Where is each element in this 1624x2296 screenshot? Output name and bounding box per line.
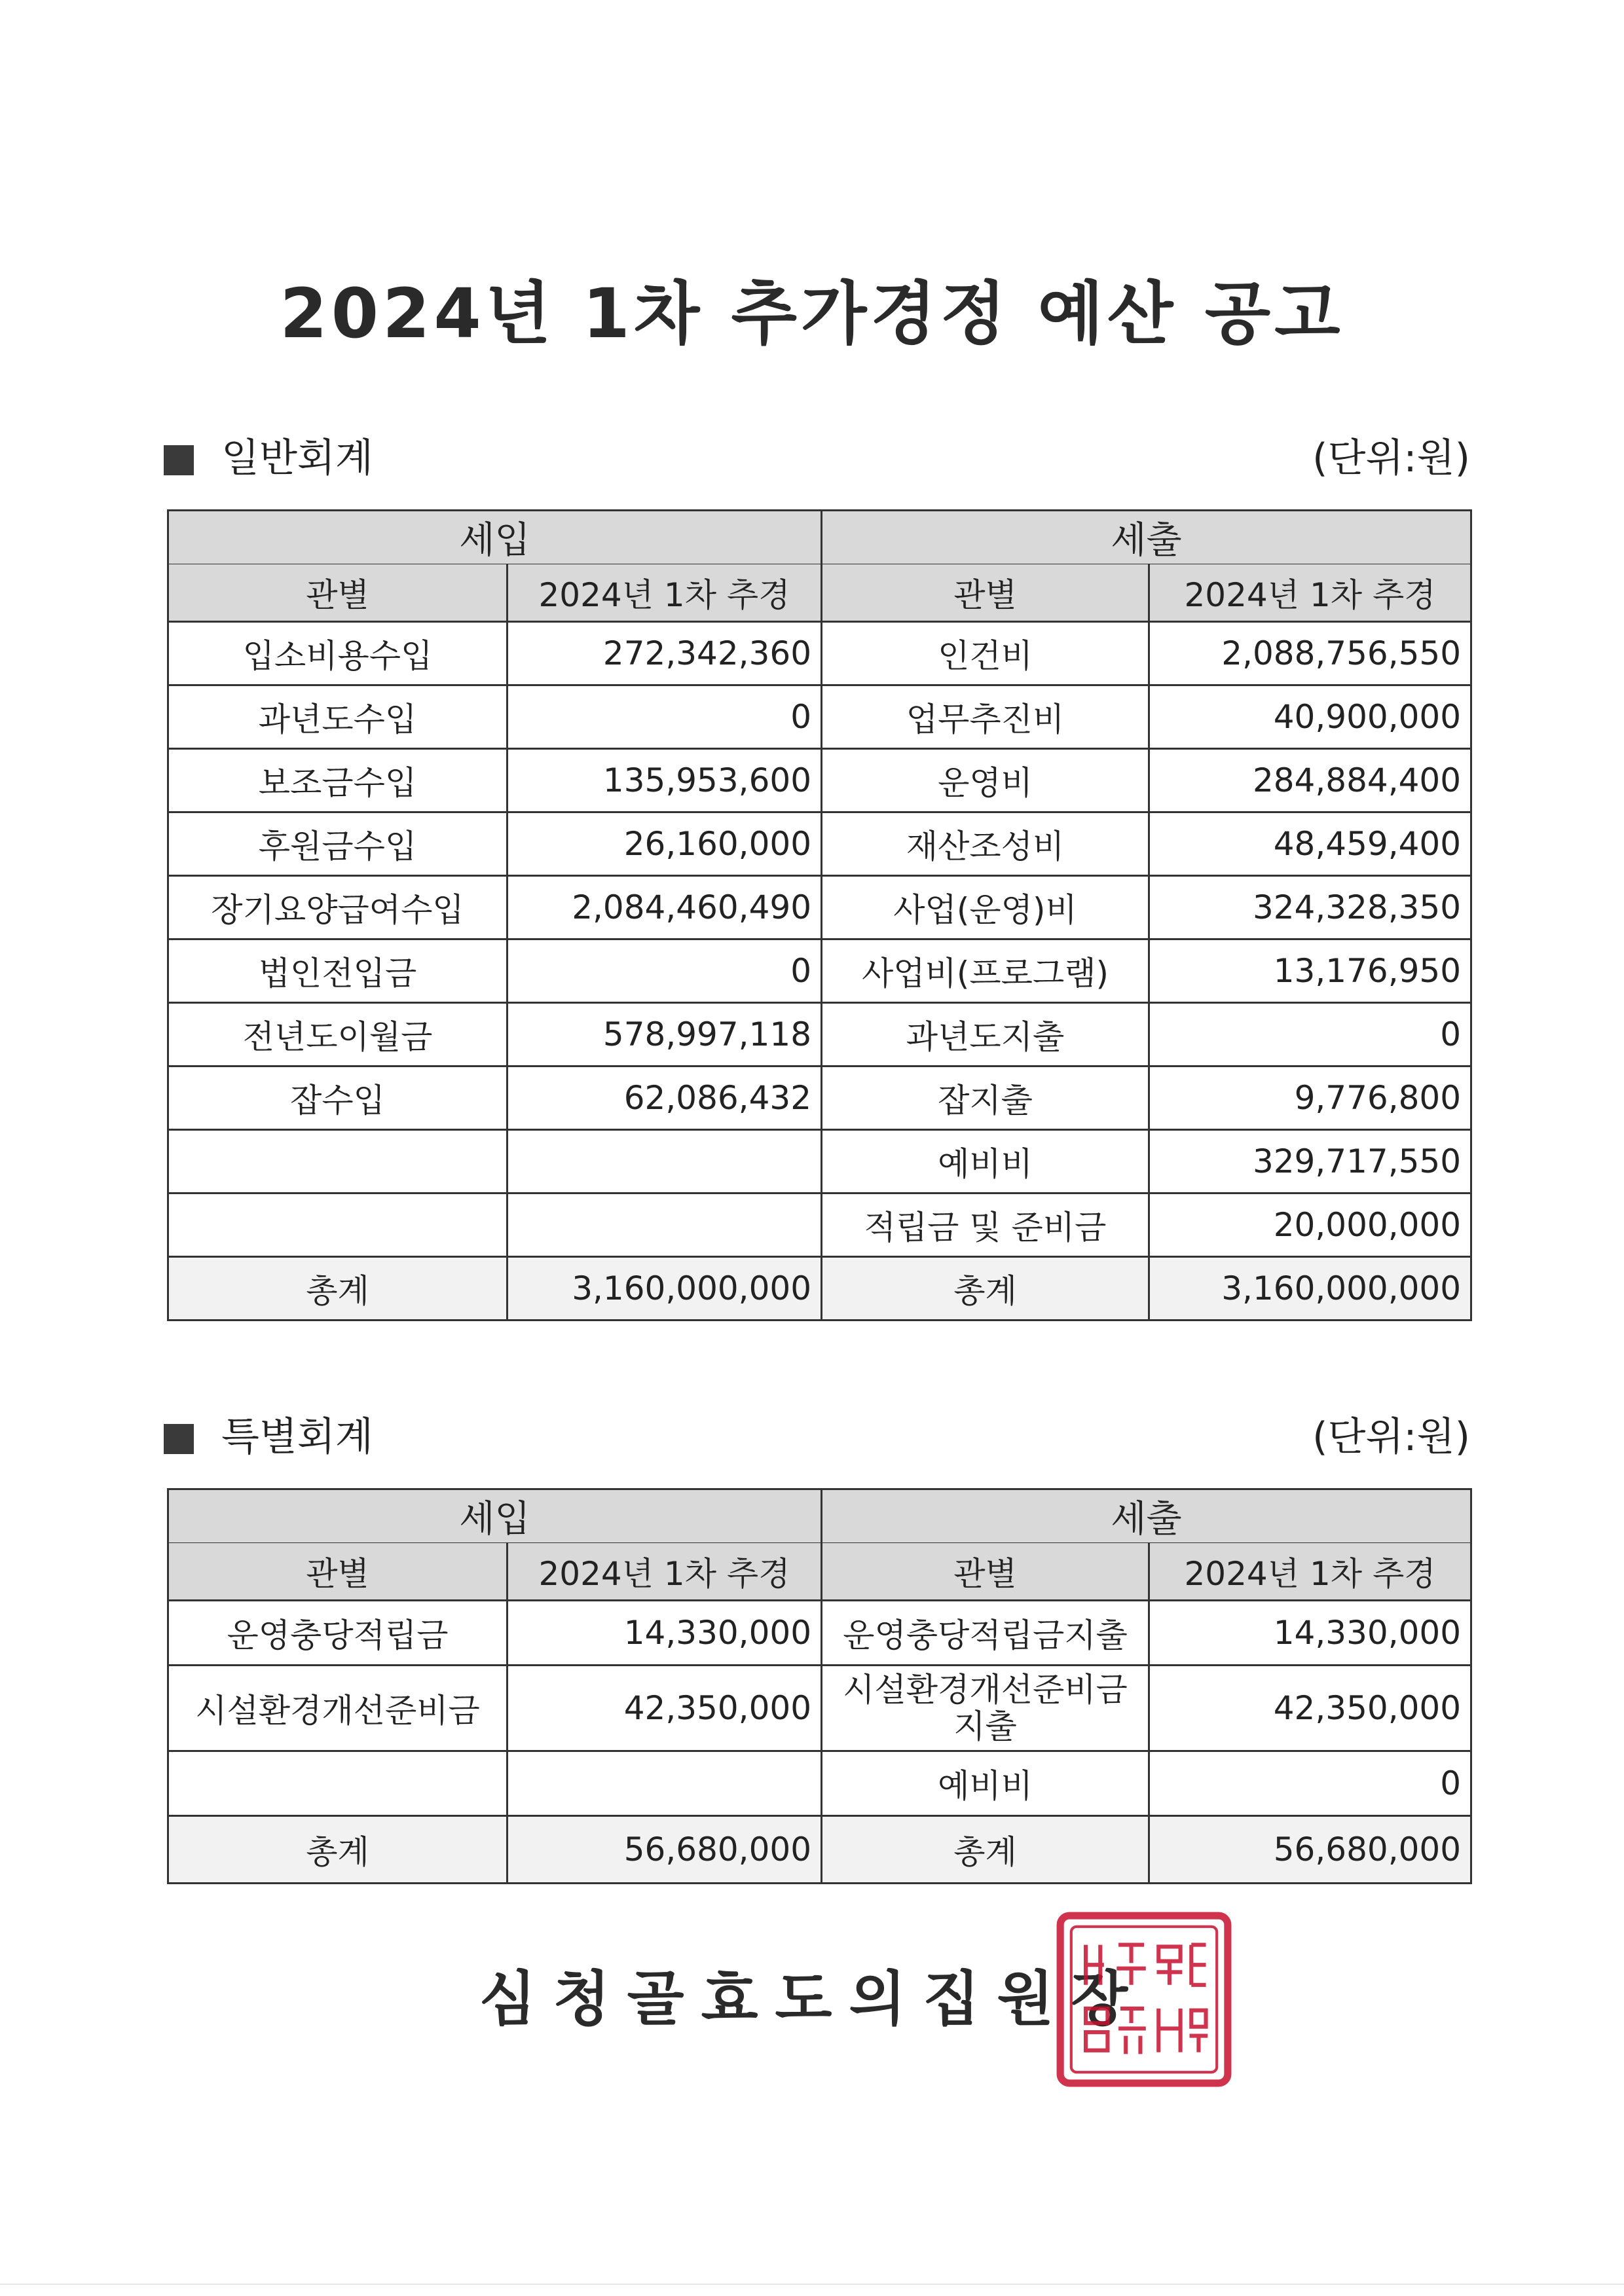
revenue-amount: 578,997,118 bbox=[507, 1003, 822, 1066]
revenue-total-amount: 56,680,000 bbox=[507, 1816, 822, 1884]
revenue-item bbox=[168, 1194, 507, 1257]
special-account-header bbox=[164, 1411, 1470, 1463]
expense-amount: 2,088,756,550 bbox=[1149, 622, 1471, 685]
official-seal-icon bbox=[1053, 1908, 1235, 2090]
expense-item: 적립금 및 준비금 bbox=[822, 1194, 1149, 1257]
revenue-amount: 62,086,432 bbox=[507, 1066, 822, 1130]
expense-amount: 0 bbox=[1149, 1003, 1471, 1066]
revenue-item: 전년도이월금 bbox=[168, 1003, 507, 1066]
general-budget-table bbox=[167, 509, 1472, 1321]
expense-total-label: 총계 bbox=[822, 1816, 1149, 1884]
table-row bbox=[168, 1066, 1471, 1130]
table-row bbox=[168, 685, 1471, 749]
square-bullet-icon bbox=[164, 1424, 194, 1454]
expense-amount: 48,459,400 bbox=[1149, 812, 1471, 876]
expense-total-amount: 3,160,000,000 bbox=[1149, 1257, 1471, 1321]
table-group-header bbox=[168, 511, 1471, 564]
expense-amount: 14,330,000 bbox=[1149, 1601, 1471, 1666]
expense-item: 과년도지출 bbox=[822, 1003, 1149, 1066]
table-row bbox=[168, 812, 1471, 876]
table-row bbox=[168, 1751, 1471, 1816]
column-header-amount: 2024년 1차 추경 bbox=[507, 1543, 822, 1601]
revenue-item: 잡수입 bbox=[168, 1066, 507, 1130]
total-row bbox=[168, 1816, 1471, 1884]
table-row bbox=[168, 1601, 1471, 1666]
expense-header: 세출 bbox=[822, 1489, 1471, 1543]
table-row bbox=[168, 939, 1471, 1003]
revenue-item: 과년도수입 bbox=[168, 685, 507, 749]
column-header-amount: 2024년 1차 추경 bbox=[1149, 1543, 1471, 1601]
revenue-item bbox=[168, 1130, 507, 1194]
revenue-amount: 0 bbox=[507, 685, 822, 749]
expense-amount: 13,176,950 bbox=[1149, 939, 1471, 1003]
revenue-item: 후원금수입 bbox=[168, 812, 507, 876]
table-column-header bbox=[168, 564, 1471, 622]
table-row bbox=[168, 1130, 1471, 1194]
revenue-amount bbox=[507, 1194, 822, 1257]
expense-item: 재산조성비 bbox=[822, 812, 1149, 876]
revenue-amount: 0 bbox=[507, 939, 822, 1003]
revenue-header: 세입 bbox=[168, 511, 822, 564]
table-row bbox=[168, 622, 1471, 685]
revenue-total-amount: 3,160,000,000 bbox=[507, 1257, 822, 1321]
revenue-header: 세입 bbox=[168, 1489, 822, 1543]
general-account-header bbox=[164, 432, 1470, 484]
expense-amount: 20,000,000 bbox=[1149, 1194, 1471, 1257]
column-header-amount: 2024년 1차 추경 bbox=[507, 564, 822, 622]
expense-total-label: 총계 bbox=[822, 1257, 1149, 1321]
revenue-amount: 272,342,360 bbox=[507, 622, 822, 685]
expense-amount: 324,328,350 bbox=[1149, 876, 1471, 939]
revenue-amount: 26,160,000 bbox=[507, 812, 822, 876]
revenue-amount: 2,084,460,490 bbox=[507, 876, 822, 939]
column-header-item: 관별 bbox=[168, 1543, 507, 1601]
expense-item: 예비비 bbox=[822, 1130, 1149, 1194]
revenue-item: 시설환경개선준비금 bbox=[168, 1666, 507, 1751]
expense-item: 사업비(프로그램) bbox=[822, 939, 1149, 1003]
general-account-title: 일반회계 bbox=[221, 435, 373, 481]
total-row bbox=[168, 1257, 1471, 1321]
expense-header: 세출 bbox=[822, 511, 1471, 564]
table-row bbox=[168, 1666, 1471, 1751]
square-bullet-icon bbox=[164, 445, 194, 475]
expense-item: 운영충당적립금지출 bbox=[822, 1601, 1149, 1666]
table-row bbox=[168, 876, 1471, 939]
table-row bbox=[168, 1003, 1471, 1066]
special-account-title: 특별회계 bbox=[221, 1414, 373, 1460]
expense-item: 예비비 bbox=[822, 1751, 1149, 1816]
expense-item: 인건비 bbox=[822, 622, 1149, 685]
expense-amount: 329,717,550 bbox=[1149, 1130, 1471, 1194]
expense-amount: 42,350,000 bbox=[1149, 1666, 1471, 1751]
revenue-item: 법인전입금 bbox=[168, 939, 507, 1003]
expense-item: 사업(운영)비 bbox=[822, 876, 1149, 939]
expense-amount: 0 bbox=[1149, 1751, 1471, 1816]
column-header-item: 관별 bbox=[822, 1543, 1149, 1601]
expense-amount: 9,776,800 bbox=[1149, 1066, 1471, 1130]
special-unit-label: (단위:원) bbox=[1312, 1414, 1470, 1460]
revenue-item: 운영충당적립금 bbox=[168, 1601, 507, 1666]
table-row bbox=[168, 1194, 1471, 1257]
signer-name: 심청골효도의집원장 bbox=[479, 1965, 1145, 2033]
expense-amount: 40,900,000 bbox=[1149, 685, 1471, 749]
table-column-header bbox=[168, 1543, 1471, 1601]
page-bottom-divider bbox=[0, 2284, 1624, 2285]
revenue-amount: 14,330,000 bbox=[507, 1601, 822, 1666]
column-header-item: 관별 bbox=[822, 564, 1149, 622]
expense-item: 잡지출 bbox=[822, 1066, 1149, 1130]
expense-item: 시설환경개선준비금 지출 bbox=[822, 1666, 1149, 1751]
revenue-amount: 42,350,000 bbox=[507, 1666, 822, 1751]
revenue-item: 입소비용수입 bbox=[168, 622, 507, 685]
revenue-total-label: 총계 bbox=[168, 1257, 507, 1321]
general-unit-label: (단위:원) bbox=[1312, 435, 1470, 481]
expense-item: 업무추진비 bbox=[822, 685, 1149, 749]
document-title: 2024년 1차 추가경정 예산 공고 bbox=[280, 274, 1344, 354]
revenue-amount: 135,953,600 bbox=[507, 749, 822, 812]
table-row bbox=[168, 749, 1471, 812]
revenue-amount bbox=[507, 1751, 822, 1816]
revenue-amount bbox=[507, 1130, 822, 1194]
revenue-item: 보조금수입 bbox=[168, 749, 507, 812]
special-budget-table bbox=[167, 1488, 1472, 1884]
expense-amount: 284,884,400 bbox=[1149, 749, 1471, 812]
expense-item: 운영비 bbox=[822, 749, 1149, 812]
table-group-header bbox=[168, 1489, 1471, 1543]
revenue-total-label: 총계 bbox=[168, 1816, 507, 1884]
expense-total-amount: 56,680,000 bbox=[1149, 1816, 1471, 1884]
column-header-amount: 2024년 1차 추경 bbox=[1149, 564, 1471, 622]
revenue-item bbox=[168, 1751, 507, 1816]
column-header-item: 관별 bbox=[168, 564, 507, 622]
revenue-item: 장기요양급여수입 bbox=[168, 876, 507, 939]
